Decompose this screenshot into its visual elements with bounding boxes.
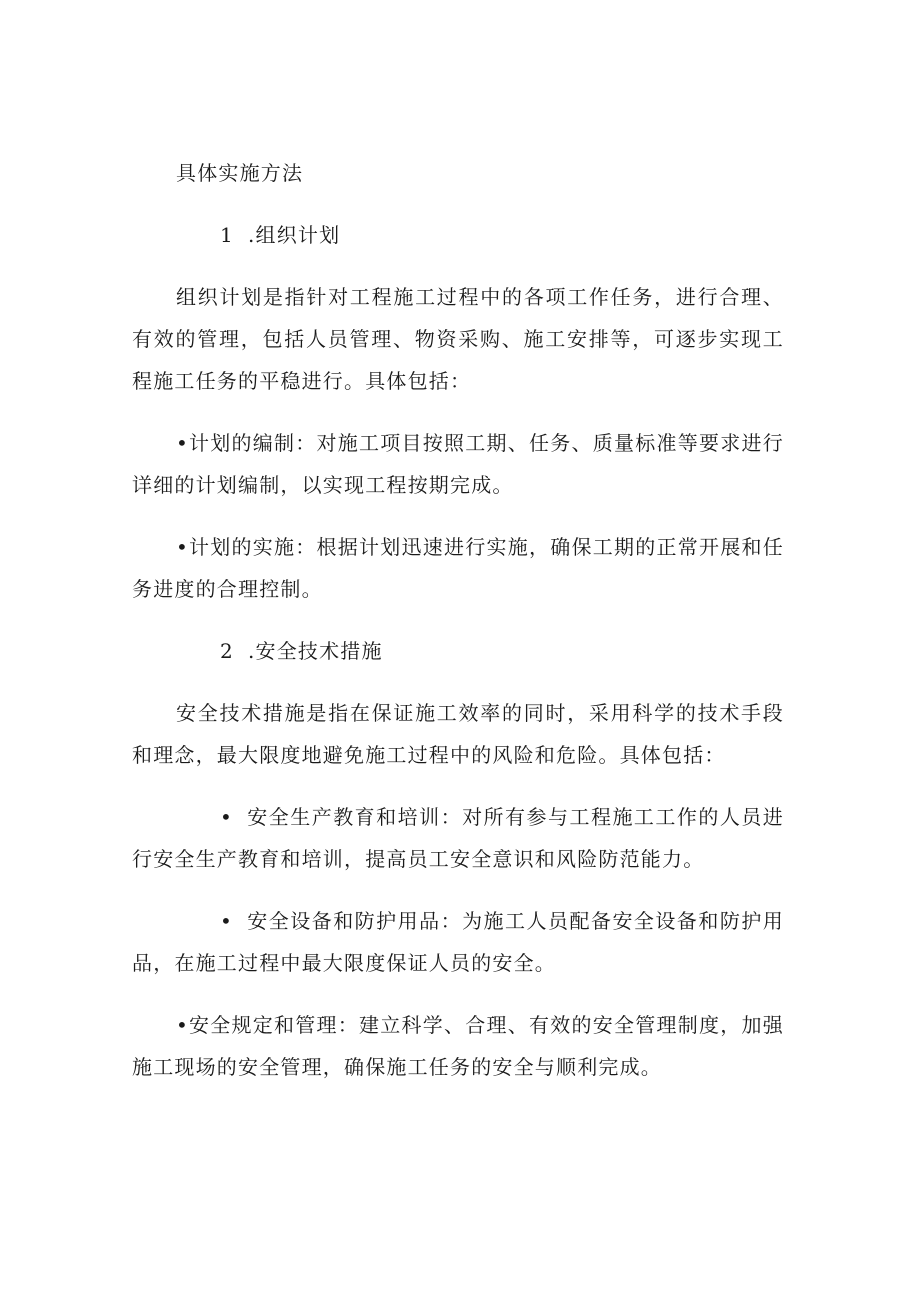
document-body — [132, 152, 784, 1108]
section-2-item-text: •安全规定和管理：建立科学、合理、有效的安全管理制度，加强施工现场的安全管理，确保施工任务的安全与顺利完成。 — [132, 1013, 784, 1079]
section-2-heading — [132, 630, 784, 672]
section-1-number: 1 — [220, 223, 234, 247]
section-2-item — [132, 900, 784, 984]
section-2-number: 2 — [220, 639, 234, 663]
section-1-heading — [132, 214, 784, 256]
section-1-intro: 组织计划是指针对工程施工过程中的各项工作任务，进行合理、有效的管理，包括人员管理、物资采购、施工安排等，可逐步实现工程施工任务的平稳进行。具体包括： — [132, 285, 784, 393]
section-2-item-text: 安全设备和防护用品：为施工人员配备安全设备和防护用品，在施工过程中最大限度保证人员的安全。 — [132, 909, 784, 975]
section-2-item — [132, 796, 784, 880]
section-2-title: .安全技术措施 — [247, 639, 383, 663]
page-heading: 具体实施方法 — [176, 161, 304, 185]
section-1-item: •计划的实施：根据计划迅速进行实施，确保工期的正常开展和任务进度的合理控制。 — [132, 535, 784, 601]
section-2-intro: 安全技术措施是指在保证施工效率的同时，采用科学的技术手段和理念，最大限度地避免施工过程中的风险和危险。具体包括： — [132, 701, 784, 767]
section-2-item-text: 安全生产教育和培训：对所有参与工程施工工作的人员进行安全生产教育和培训，提高员工安全意识和风险防范能力。 — [132, 805, 784, 871]
section-2-item — [132, 1004, 784, 1088]
bullet: • — [220, 909, 233, 933]
section-1-title: .组织计划 — [247, 223, 341, 247]
bullet: • — [220, 805, 233, 829]
section-1-item: •计划的编制：对施工项目按照工期、任务、质量标准等要求进行详细的计划编制，以实现工程按期完成。 — [132, 431, 784, 497]
